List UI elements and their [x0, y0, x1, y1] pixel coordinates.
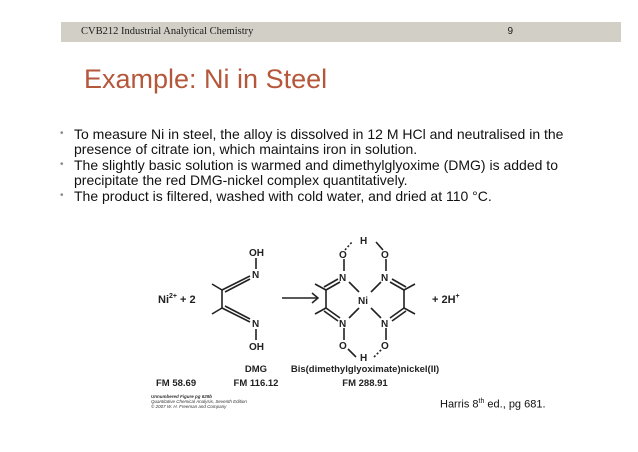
complex-ni: Ni	[358, 296, 368, 307]
nickel-ion: $Ni^{2+} + 2$	[158, 293, 196, 306]
complex-o-bottom-left: O	[339, 341, 347, 352]
complex-o-bottom-right: O	[381, 341, 389, 352]
complex-h-top: H	[360, 236, 368, 247]
slide-title: Example: Ni in Steel	[84, 64, 328, 94]
complex-n-top-left: N	[339, 273, 347, 284]
bullet-text: To measure Ni in steel, the alloy is dissolved in 12 M HCl and neutralised in the presence of citrate ion, which maintains iron in solution.	[74, 126, 564, 157]
bullet-item	[60, 189, 600, 204]
header-bar	[61, 22, 621, 42]
citation: Harris 8th ed., pg 681.	[440, 398, 546, 411]
bullet-text: The slightly basic solution is warmed and dimethylglyoxime (DMG) is added to precipitate the red DMG-nickel complex quantitatively.	[74, 157, 558, 188]
bullet-icon: •	[60, 128, 64, 139]
dmg-n-bottom: N	[252, 319, 260, 330]
bullet-icon: •	[60, 159, 64, 170]
dmg-oh-top: OH	[249, 248, 264, 259]
dmg-n-top: N	[252, 270, 260, 281]
figure-credit-line: Unnumbered Figure pg 629b	[151, 394, 213, 399]
bullet-icon: •	[60, 190, 64, 201]
product-protons: + 2H+	[432, 293, 460, 306]
course-label: CVB212 Industrial Analytical Chemistry	[81, 26, 254, 37]
figure-credit-line: Quantitative Chemical Analysis, Seventh Edition	[151, 399, 247, 405]
reaction-arrow-icon	[282, 293, 318, 303]
complex-n-bottom-right: N	[381, 319, 389, 330]
dmg-structure	[212, 258, 256, 340]
bullet-text: The product is filtered, washed with cold water, and dried at 110 °C.	[74, 188, 492, 204]
figure-credit	[151, 394, 247, 410]
bullet-item	[60, 158, 600, 187]
bullet-list	[60, 127, 600, 206]
complex-o-top-right: O	[381, 250, 389, 261]
complex-o-top-left: O	[339, 250, 347, 261]
dmg-oh-bottom: OH	[249, 342, 264, 353]
complex-n-top-right: N	[381, 273, 389, 284]
dmg-label: DMG	[244, 364, 268, 375]
fm-dmg: FM 116.12	[233, 378, 279, 389]
complex-label: Bis(dimethylglyoximate)nickel(II)	[290, 364, 440, 375]
fm-complex: FM 288.91	[342, 378, 388, 389]
page-number: 9	[507, 26, 513, 37]
fm-ni: FM 58.69	[156, 378, 197, 389]
bullet-item	[60, 127, 600, 156]
reaction-diagram	[150, 228, 510, 406]
complex-n-bottom-left: N	[339, 319, 347, 330]
complex-h-bottom: H	[360, 353, 368, 364]
figure-credit-line: © 2007 W. H. Freeman and Company	[151, 404, 227, 410]
